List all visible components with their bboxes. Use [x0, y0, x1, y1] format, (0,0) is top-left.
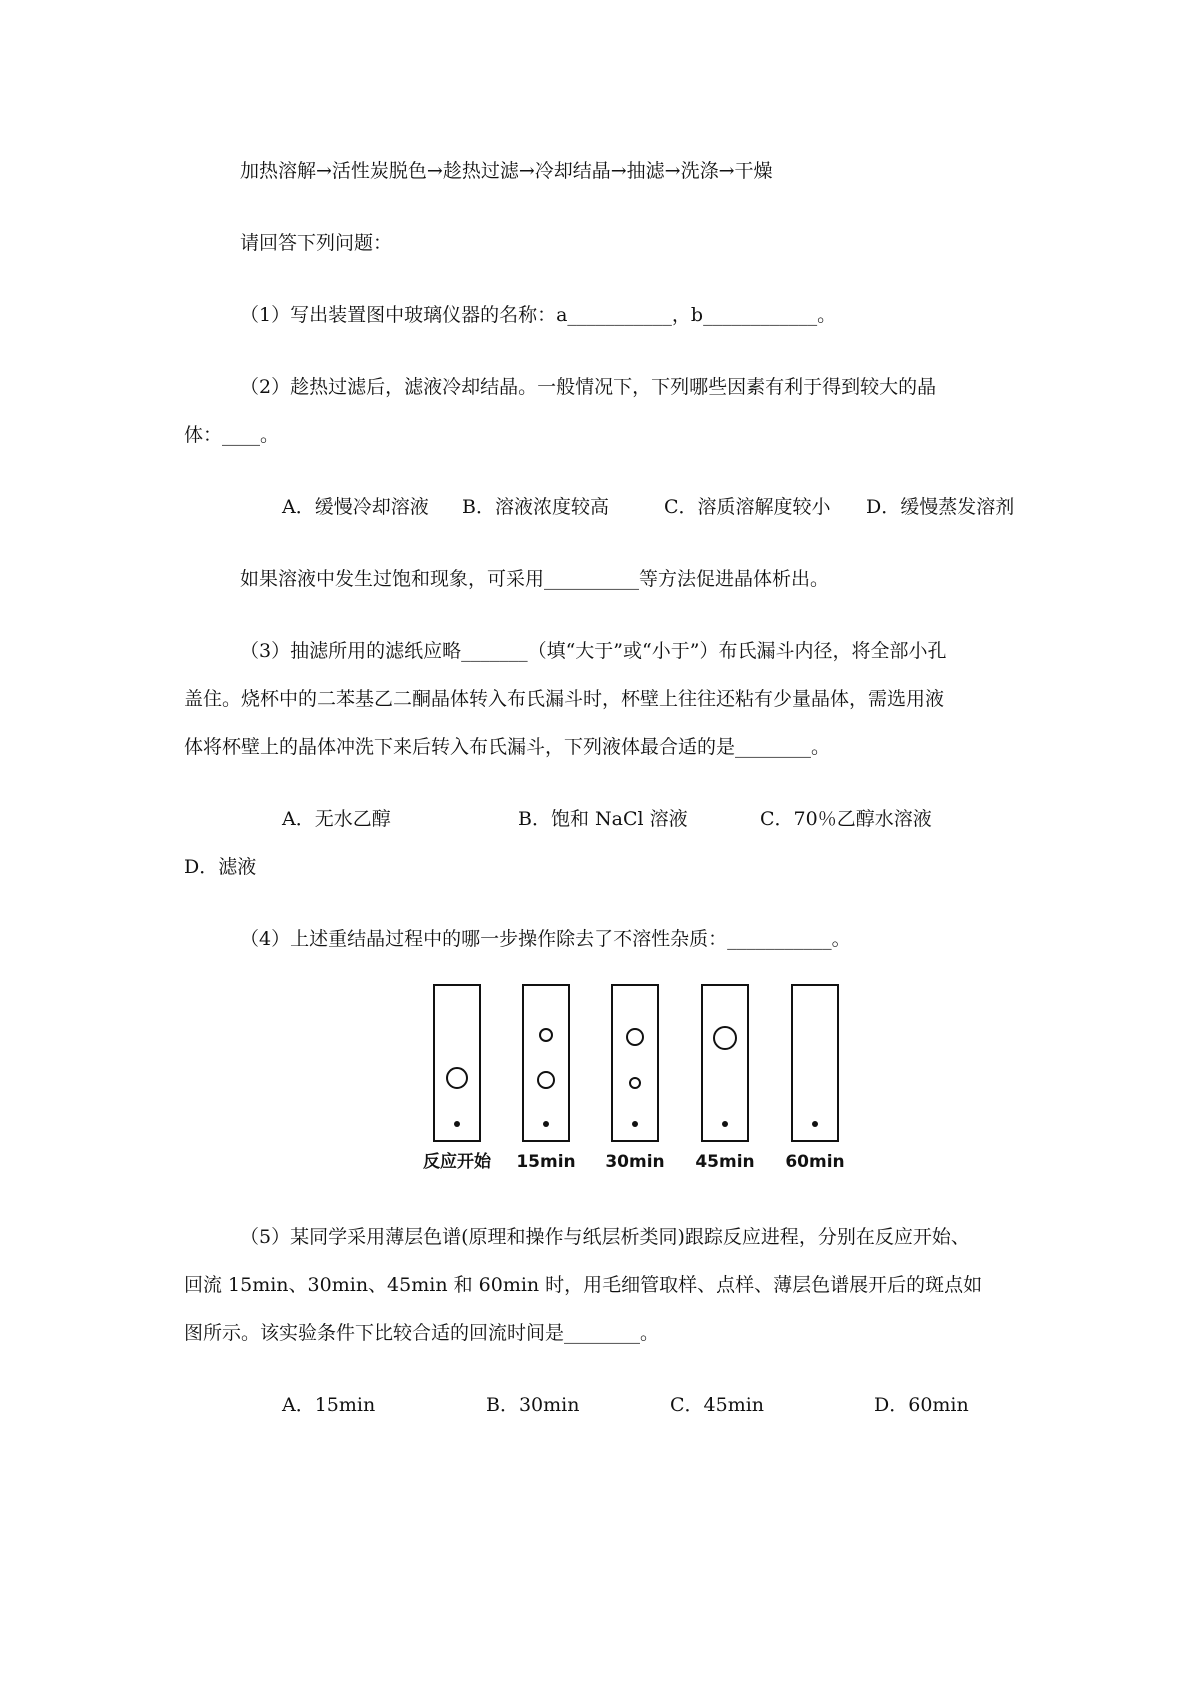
question-2-option-c: C．溶质溶解度较小 — [664, 496, 831, 518]
question-5-option-d: D．60min — [874, 1394, 969, 1416]
tlc-plates-diagram — [410, 978, 850, 1178]
question-3-option-d: D．滤液 — [184, 856, 257, 878]
question-5-option-b: B．30min — [486, 1394, 580, 1416]
tlc-spot — [538, 1072, 554, 1088]
procedure-line: 加热溶解→活性炭脱色→趁热过滤→冷却结晶→抽滤→洗涤→干燥 — [240, 160, 773, 182]
tlc-origin-dot — [543, 1121, 549, 1127]
question-5-line-1: （5）某同学采用薄层色谱(原理和操作与纸层析类同)跟踪反应进程，分别在反应开始、 — [240, 1226, 970, 1248]
tlc-spot — [627, 1029, 643, 1045]
tlc-origin-dot — [632, 1121, 638, 1127]
tlc-origin-dot — [454, 1121, 460, 1127]
question-3-line-3: 体将杯壁上的晶体冲洗下来后转入布氏漏斗，下列液体最合适的是________。 — [184, 736, 831, 758]
question-3-option-c: C．70％乙醇水溶液 — [760, 808, 932, 830]
question-3-option-a: A．无水乙醇 — [282, 808, 391, 830]
tlc-label-start: 反应开始 — [423, 1152, 491, 1172]
question-5-option-c: C．45min — [670, 1394, 765, 1416]
question-2-option-a: A．缓慢冷却溶液 — [282, 496, 429, 518]
question-2-option-d: D．缓慢蒸发溶剂 — [866, 496, 1015, 518]
question-1: （1）写出装置图中玻璃仪器的名称：a___________，b____________。 — [240, 304, 837, 326]
tlc-spot — [714, 1027, 736, 1049]
tlc-plate-60min — [792, 985, 838, 1141]
tlc-plate-45min — [702, 985, 748, 1141]
tlc-origin-dot — [812, 1121, 818, 1127]
tlc-origin-dot — [722, 1121, 728, 1127]
question-3-line-1: （3）抽滤所用的滤纸应略_______（填“大于”或“小于”）布氏漏斗内径，将全部小孔 — [240, 640, 947, 662]
question-2-option-b: B．溶液浓度较高 — [462, 496, 609, 518]
tlc-plate-start — [434, 985, 480, 1141]
tlc-spot — [447, 1068, 467, 1088]
question-5-line-2: 回流 15min、30min、45min 和 60min 时，用毛细管取样、点样、薄层色谱展开后的斑点如 — [184, 1274, 983, 1296]
prompt-line: 请回答下列问题： — [240, 232, 393, 254]
tlc-plate-30min — [612, 985, 658, 1141]
question-2-line-1: （2）趁热过滤后，滤液冷却结晶。一般情况下，下列哪些因素有利于得到较大的晶 — [240, 376, 937, 398]
question-2-followup: 如果溶液中发生过饱和现象，可采用__________等方法促进晶体析出。 — [240, 568, 830, 590]
tlc-label-30min: 30min — [605, 1152, 665, 1172]
tlc-spot — [540, 1029, 552, 1041]
tlc-label-15min: 15min — [516, 1152, 576, 1172]
tlc-label-60min: 60min — [785, 1152, 845, 1172]
question-3-line-2: 盖住。烧杯中的二苯基乙二酮晶体转入布氏漏斗时，杯壁上往往还粘有少量晶体，需选用液 — [184, 688, 945, 710]
question-3-option-b: B．饱和 NaCl 溶液 — [518, 808, 688, 830]
question-5-option-a: A．15min — [282, 1394, 376, 1416]
question-5-line-3: 图所示。该实验条件下比较合适的回流时间是________。 — [184, 1322, 660, 1344]
tlc-spot — [630, 1078, 640, 1088]
tlc-plate-15min — [523, 985, 569, 1141]
tlc-figure — [410, 978, 850, 1178]
question-4: （4）上述重结晶过程中的哪一步操作除去了不溶性杂质：___________。 — [240, 928, 851, 950]
question-2-line-2: 体：____。 — [184, 424, 280, 446]
tlc-label-45min: 45min — [695, 1152, 755, 1172]
